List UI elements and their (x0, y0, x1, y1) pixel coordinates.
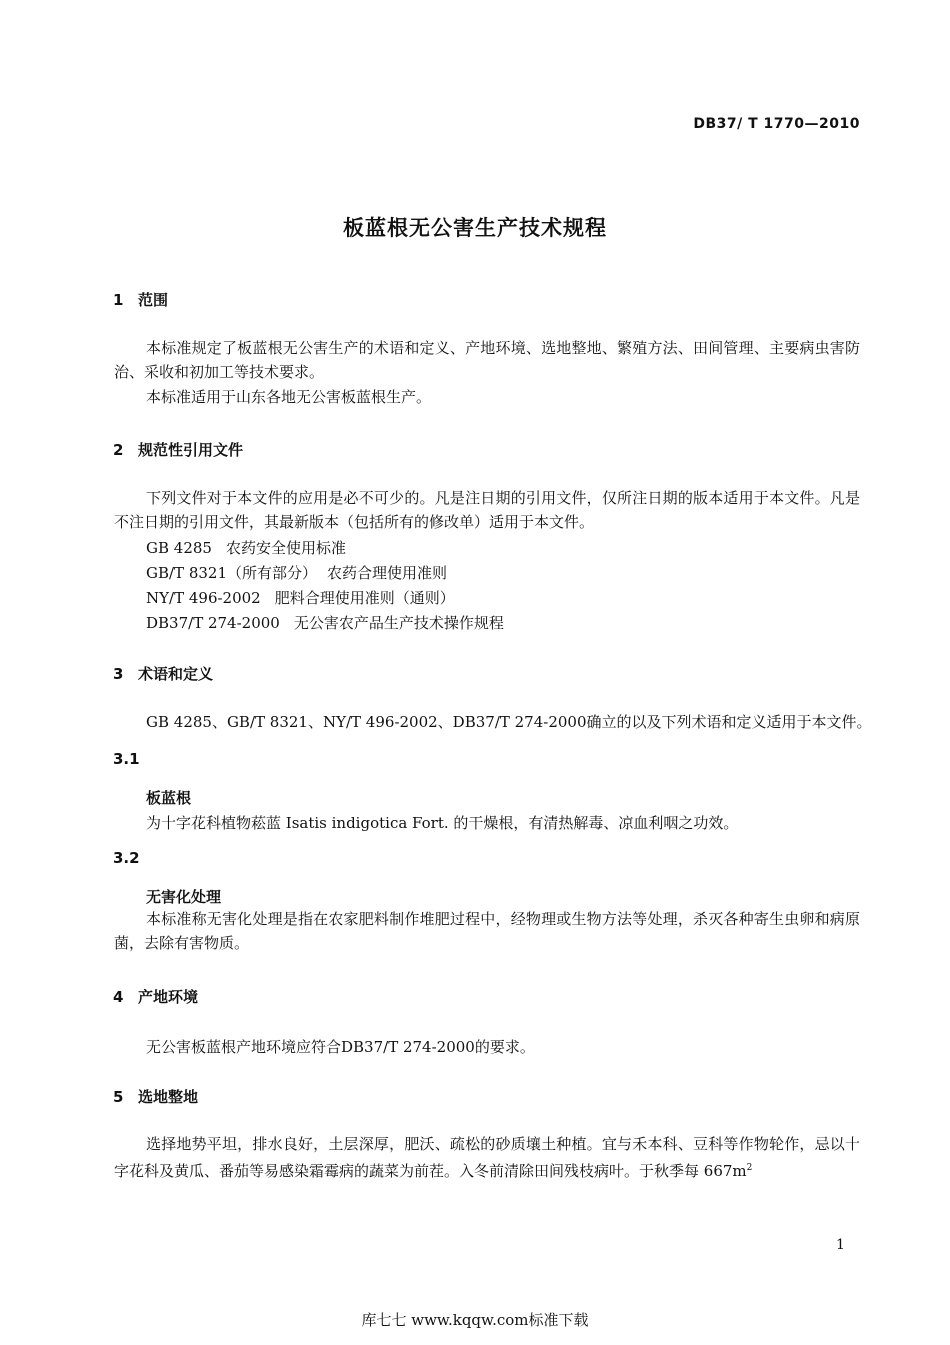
section-title: 范围 (138, 291, 169, 309)
section-number: 4 (113, 988, 124, 1006)
term-harmless-treatment-definition: 本标准称无害化处理是指在农家肥料制作堆肥过程中，经物理或生物方法等处理，杀灭各种寄生虫卵和病原菌，去除有害物质。 (114, 910, 860, 952)
document-title: 板蓝根无公害生产技术规程 (343, 216, 607, 240)
section-title: 产地环境 (138, 988, 199, 1006)
term-harmless-treatment: 无害化处理 (146, 888, 222, 906)
subsection-3-1-number: 3.1 (113, 750, 140, 768)
section-4-heading (113, 986, 198, 1007)
subsection-3-2-number: 3.2 (113, 849, 140, 867)
reference-code: GB/T 8321（所有部分） (146, 564, 318, 582)
reference-name: 农药合理使用准则 (327, 564, 448, 582)
section-number: 2 (113, 441, 124, 459)
document-code: DB37/ T 1770—2010 (693, 116, 860, 132)
section-title: 术语和定义 (138, 665, 214, 683)
section-number: 3 (113, 665, 124, 683)
section-2-heading (113, 439, 243, 460)
reference-item (146, 587, 455, 608)
section-number: 1 (113, 291, 124, 309)
section-5-heading (113, 1086, 198, 1107)
page-number: 1 (836, 1237, 845, 1253)
section-number: 5 (113, 1088, 124, 1106)
section-1-paragraph-1: 本标准规定了板蓝根无公害生产的术语和定义、产地环境、选地整地、繁殖方法、田间管理、主要病虫害防治、采收和初加工等技术要求。 (114, 339, 860, 381)
reference-name: 肥料合理使用准则（通则） (274, 589, 455, 607)
reference-item (146, 562, 447, 583)
section-5-text: 选择地势平坦，排水良好，土层深厚，肥沃、疏松的砂质壤土种植。宜与禾本科、豆科等作物轮作，忌以十字花科及黄瓜、番茄等易感染霜霉病的蔬菜为前茬。入冬前清除田间残枝病叶。于秋季每 667m (114, 1135, 860, 1180)
section-2-paragraph-1: 下列文件对于本文件的应用是必不可少的。凡是注日期的引用文件，仅所注日期的版本适用于本文件。凡是不注日期的引用文件，其最新版本（包括所有的修改单）适用于本文件。 (114, 489, 860, 531)
section-3-paragraph-1: GB 4285、GB/T 8321、NY/T 496-2002、DB37/T 274-2000确立的以及下列术语和定义适用于本文件。 (146, 713, 872, 731)
term-banlangen-definition: 为十字花科植物菘蓝 Isatis indigotica Fort. 的干燥根，有清热解毒、凉血利咽之功效。 (146, 814, 739, 832)
section-3-heading (113, 663, 213, 684)
section-title: 选地整地 (138, 1088, 199, 1106)
section-5-paragraph-1 (114, 1132, 860, 1183)
footer-watermark: 库七七 www.kqqw.com标准下载 (361, 1311, 589, 1329)
reference-code: NY/T 496-2002 (146, 589, 261, 607)
section-title: 规范性引用文件 (138, 441, 244, 459)
term-banlangen: 板蓝根 (146, 789, 192, 807)
reference-name: 农药安全使用标准 (225, 539, 346, 557)
reference-code: GB 4285 (146, 539, 212, 557)
section-4-paragraph-1: 无公害板蓝根产地环境应符合DB37/T 274-2000的要求。 (146, 1038, 535, 1056)
section-1-heading (113, 289, 168, 310)
reference-code: DB37/T 274-2000 (146, 614, 280, 632)
reference-name: 无公害农产品生产技术操作规程 (293, 614, 504, 632)
reference-item (146, 537, 346, 558)
section-1-paragraph-2: 本标准适用于山东各地无公害板蓝根生产。 (146, 388, 432, 406)
superscript-two: 2 (746, 1163, 753, 1173)
reference-item (146, 612, 504, 633)
